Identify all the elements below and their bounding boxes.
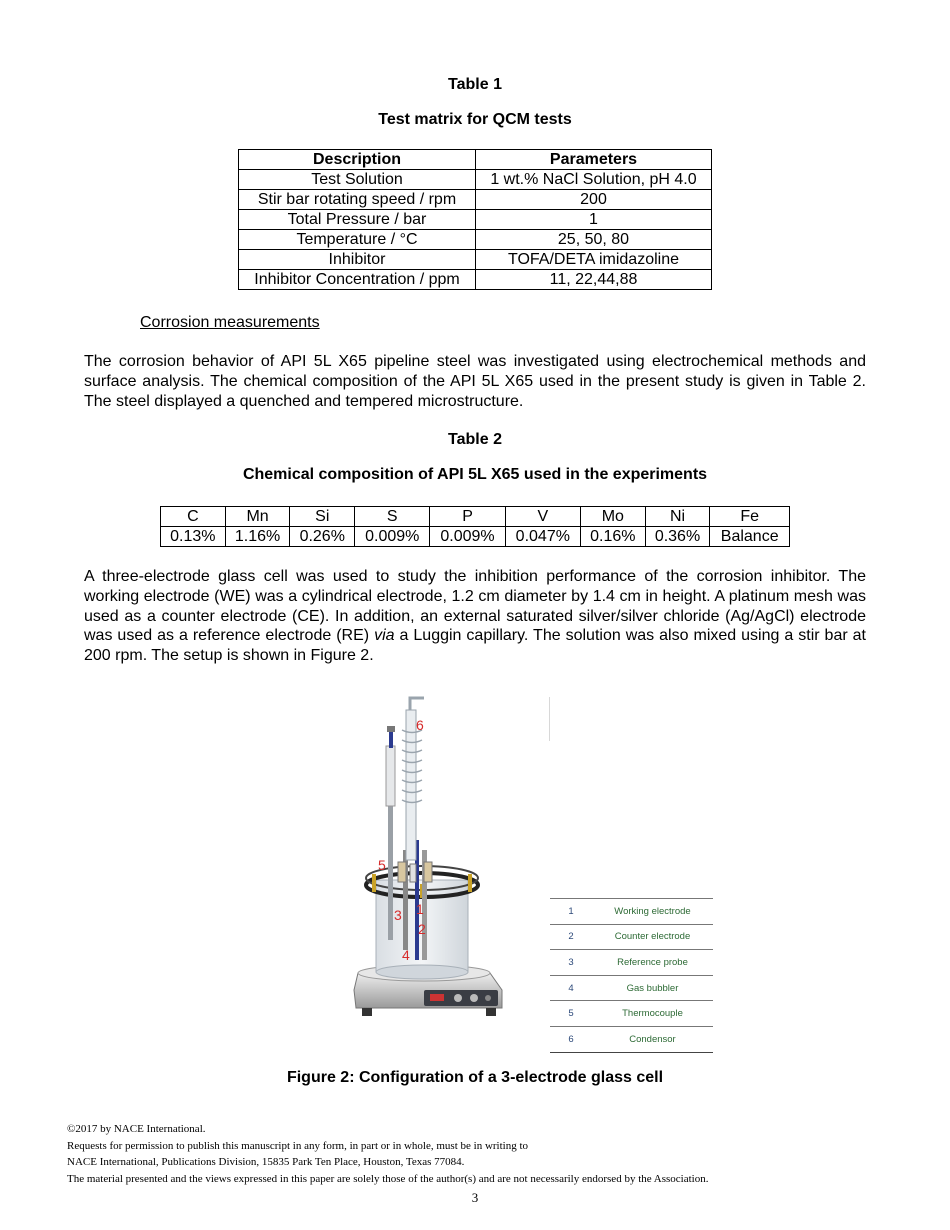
table2-header-cell: Mo	[580, 507, 645, 527]
table-cell: Balance	[710, 527, 790, 547]
table-cell: 0.26%	[290, 527, 355, 547]
table-row	[161, 527, 790, 547]
table-cell: 1 wt.% NaCl Solution, pH 4.0	[476, 170, 712, 190]
legend-number: 3	[568, 956, 574, 968]
table-cell: 0.047%	[505, 527, 580, 547]
table2-header-cell: P	[430, 507, 505, 527]
callout-6: 6	[416, 717, 424, 733]
table-cell: TOFA/DETA imidazoline	[476, 250, 712, 270]
table-cell: 11, 22,44,88	[476, 270, 712, 290]
page-number: 3	[471, 1190, 479, 1205]
table-row	[239, 190, 712, 210]
legend-row	[550, 975, 713, 1001]
paragraph-setup-part1: A three-electrode glass cell was used to study the inhibition performance of the corrosion inhibitor. The working electrode (WE) was a cylindrical electrode, 1.2 cm diameter by 1.4 cm in height. A platinum mesh was used as a counter electrode (CE). In addition, an external saturated silver/silver chloride (Ag/AgCl) electrode was used as a reference electrode (RE)	[84, 568, 866, 645]
legend-number: 6	[568, 1033, 574, 1045]
table1	[238, 149, 712, 290]
legend-number: 2	[568, 931, 574, 943]
paragraph-composition: The corrosion behavior of API 5L X65 pipeline steel was investigated using electrochemical methods and surface analysis. The chemical composition of the API 5L X65 used in the present study is given in Table 2. The steel displayed a quenched and tempered microstructure.	[84, 353, 866, 410]
callout-3: 3	[394, 907, 402, 923]
legend-row	[550, 898, 713, 924]
footer-permission: Requests for permission to publish this manuscript in any form, in part or in whole, must be in writing to	[67, 1139, 529, 1152]
table2-caption: Chemical composition of API 5L X65 used in the experiments	[242, 466, 708, 483]
callout-1: 1	[416, 901, 424, 917]
legend-row	[550, 1000, 713, 1026]
table2-header-cell: Mn	[225, 507, 290, 527]
figure-legend	[550, 898, 713, 1053]
table-cell: 25, 50, 80	[476, 230, 712, 250]
table-cell: 200	[476, 190, 712, 210]
legend-row	[550, 1026, 713, 1053]
legend-label: Thermocouple	[622, 1008, 683, 1020]
table1-header-row	[239, 150, 712, 170]
table-row	[239, 210, 712, 230]
table-cell: 0.16%	[580, 527, 645, 547]
table2-label: Table 2	[448, 431, 502, 448]
callout-5: 5	[378, 857, 386, 873]
legend-label: Gas bubbler	[626, 982, 679, 994]
table-row	[239, 170, 712, 190]
table-cell: Test Solution	[239, 170, 476, 190]
legend-row	[550, 924, 713, 950]
table-cell: 0.36%	[645, 527, 710, 547]
table-cell: 0.13%	[161, 527, 226, 547]
legend-label: Condensor	[629, 1033, 676, 1045]
section-heading: Corrosion measurements	[140, 314, 320, 331]
legend-label: Working electrode	[614, 905, 691, 917]
legend-number: 5	[568, 1008, 574, 1020]
legend-number: 1	[568, 905, 574, 917]
table-cell: 0.009%	[355, 527, 430, 547]
legend-label: Reference probe	[617, 956, 688, 968]
table-cell: Total Pressure / bar	[239, 210, 476, 230]
table2-header-cell: C	[161, 507, 226, 527]
footer-disclaimer: The material presented and the views expressed in this paper are solely those of the author(s) and are not necessarily endorsed by the Association.	[67, 1172, 709, 1185]
table-row	[239, 250, 712, 270]
table2	[160, 506, 790, 547]
figure-caption: Figure 2: Configuration of a 3-electrode glass cell	[286, 1069, 664, 1086]
callout-4: 4	[402, 947, 410, 963]
table1-label: Table 1	[448, 76, 502, 93]
table1-caption: Test matrix for QCM tests	[378, 111, 572, 128]
legend-row	[550, 949, 713, 975]
glass-cell-illustration	[340, 690, 540, 1040]
table-cell: 1.16%	[225, 527, 290, 547]
table1-header-cell: Description	[239, 150, 476, 170]
footer	[67, 1121, 708, 1187]
callout-2: 2	[418, 921, 426, 937]
table-cell: 1	[476, 210, 712, 230]
paragraph-setup-via: via	[374, 627, 395, 645]
table-cell: Temperature / °C	[239, 230, 476, 250]
table2-header-cell: Fe	[710, 507, 790, 527]
table-cell: Inhibitor	[239, 250, 476, 270]
table2-header-cell: V	[505, 507, 580, 527]
table2-header-row	[161, 507, 790, 527]
table1-header-cell: Parameters	[476, 150, 712, 170]
table2-header-cell: S	[355, 507, 430, 527]
table-cell: Inhibitor Concentration / ppm	[239, 270, 476, 290]
footer-copyright: ©2017 by NACE International.	[67, 1123, 206, 1135]
table2-header-cell: Si	[290, 507, 355, 527]
table-cell: Stir bar rotating speed / rpm	[239, 190, 476, 210]
table-row	[239, 270, 712, 290]
table-row	[239, 230, 712, 250]
legend-label: Counter electrode	[614, 931, 691, 943]
footer-address: NACE International, Publications Division, 15835 Park Ten Place, Houston, Texas 77084.	[67, 1156, 465, 1168]
table-cell: 0.009%	[430, 527, 505, 547]
table2-header-cell: Ni	[645, 507, 710, 527]
paragraph-setup-part2: a Luggin capillary. The solution was also mixed using a stir bar at 200 rpm. The setup is shown in Figure 2.	[84, 627, 867, 665]
legend-number: 4	[568, 982, 574, 994]
paragraph-setup	[84, 567, 866, 666]
figure-divider	[549, 697, 550, 741]
